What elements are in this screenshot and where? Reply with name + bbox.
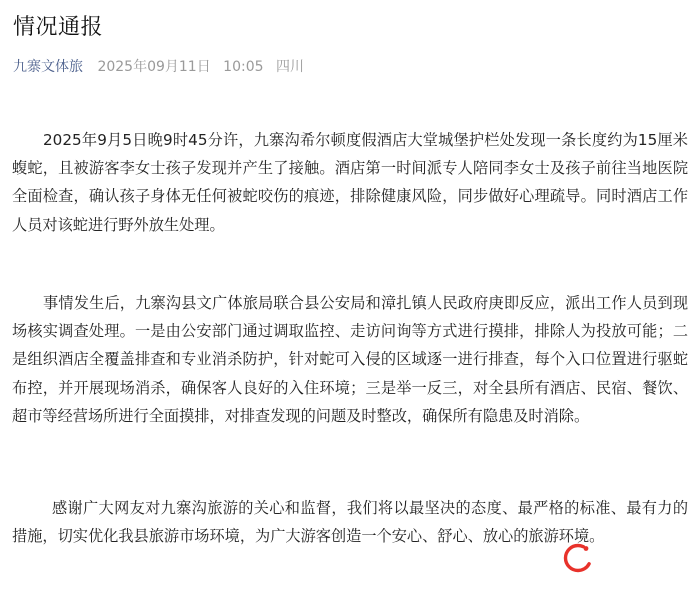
red-circle-logo-icon	[561, 541, 595, 575]
paragraph-3: 感谢广大网友对九寨沟旅游的关心和监督，我们将以最坚决的态度、最严格的标准、最有力的措施，切实优化我县旅游市场环境，为广大游客创造一个安心、舒心、放心的旅游环境。	[12, 499, 688, 546]
account-name-link[interactable]: 九寨文体旅	[13, 59, 83, 75]
publish-region: 四川	[275, 59, 304, 75]
publish-date: 2025年09月11日	[97, 59, 211, 75]
article-title: 情况通报	[13, 15, 104, 40]
paragraph-1: 2025年9月5日晚9时45分许，九寨沟希尔顿度假酒店大堂城堡护栏处发现一条长度约为15厘米蝮蛇，且被游客李女士孩子发现并产生了接触。酒店第一时间派专人陪同李女士及孩子前往当地医院全面检查，确认孩子身体无任何被蛇咬伤的痕迹，排除健康风险，同步做好心理疏导。同时酒店工作人员对该蛇进行野外放生处理。	[12, 131, 688, 234]
paragraph-2: 事情发生后，九寨沟县文广体旅局联合县公安局和漳扎镇人民政府庚即反应，派出工作人员到现场核实调查处理。一是由公安部门通过调取监控、走访问询等方式进行摸排，排除人为投放可能；二是组织酒店全覆盖排查和专业消杀防护，针对蛇可入侵的区域逐一进行排查，每个入口位置进行驱蛇布控，并开展现场消杀，确保客人良好的入住环境；三是举一反三，对全县所有酒店、民宿、餐饮、超市等经营场所进行全面摸排，对排查发现的问题及时整改，确保所有隐患及时消除。	[12, 294, 688, 425]
publish-time: 10:05	[223, 59, 264, 75]
article-meta	[13, 57, 304, 77]
